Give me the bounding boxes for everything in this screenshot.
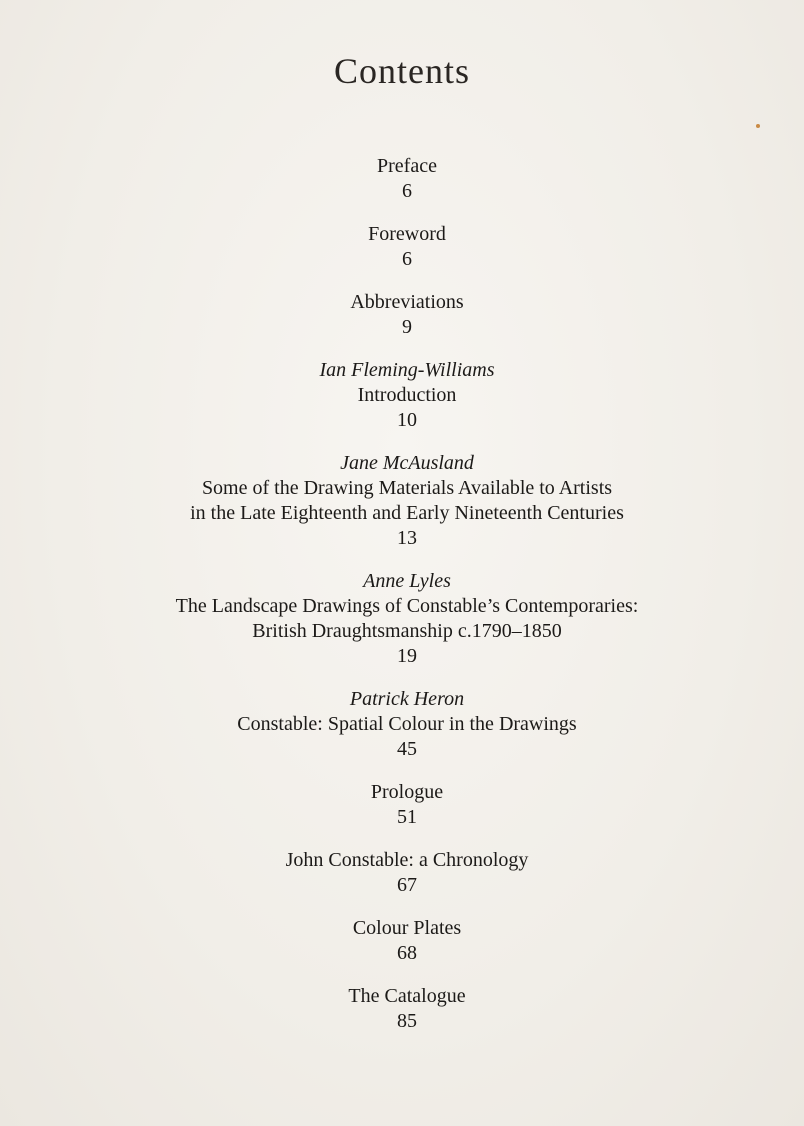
toc-entry-title: The Catalogue xyxy=(348,985,466,1007)
toc-entry-title: John Constable: a Chronology xyxy=(285,849,529,871)
toc-entry-title: Preface xyxy=(377,155,437,177)
toc-entry-page-number: 10 xyxy=(397,409,417,431)
toc-entry-landscape-drawings xyxy=(0,569,804,669)
table-of-contents xyxy=(0,154,804,1052)
page-title: Contents xyxy=(333,51,470,91)
toc-entry-author: Anne Lyles xyxy=(363,570,451,592)
toc-entry-page-number: 68 xyxy=(397,942,417,964)
toc-entry-catalogue xyxy=(0,984,804,1034)
toc-entry-prologue xyxy=(0,780,804,830)
toc-entry-abbreviations xyxy=(0,290,804,340)
toc-entry-introduction xyxy=(0,358,804,433)
toc-entry-author: Patrick Heron xyxy=(349,688,465,710)
toc-entry-title: Foreword xyxy=(368,223,446,245)
toc-entry-author: Jane McAusland xyxy=(340,452,474,474)
toc-entry-page-number: 85 xyxy=(397,1010,417,1032)
toc-entry-title-continued: British Draughtsmanship c.1790–1850 xyxy=(252,620,562,642)
toc-entry-author: Ian Fleming-Williams xyxy=(319,359,495,381)
toc-entry-drawing-materials xyxy=(0,451,804,551)
toc-entry-preface xyxy=(0,154,804,204)
toc-entry-page-number: 45 xyxy=(397,738,417,760)
toc-entry-title-continued: in the Late Eighteenth and Early Nineteenth Centuries xyxy=(190,502,624,524)
toc-entry-title: The Landscape Drawings of Constable’s Contemporaries: xyxy=(175,595,639,617)
toc-entry-page-number: 67 xyxy=(397,874,417,896)
toc-entry-page-number: 9 xyxy=(402,316,412,338)
toc-entry-foreword xyxy=(0,222,804,272)
toc-entry-page-number: 19 xyxy=(397,645,417,667)
toc-entry-page-number: 6 xyxy=(402,180,412,202)
toc-entry-title: Colour Plates xyxy=(352,917,462,939)
paper-speck xyxy=(756,124,760,128)
toc-entry-title: Introduction xyxy=(357,384,457,406)
toc-entry-title: Constable: Spatial Colour in the Drawings xyxy=(237,713,577,735)
toc-entry-page-number: 6 xyxy=(402,248,412,270)
toc-entry-title: Prologue xyxy=(370,781,444,803)
toc-entry-colour-plates xyxy=(0,916,804,966)
toc-entry-title: Some of the Drawing Materials Available to Artists xyxy=(201,477,613,499)
toc-entry-title: Abbreviations xyxy=(350,291,464,313)
toc-entry-spatial-colour xyxy=(0,687,804,762)
toc-entry-page-number: 13 xyxy=(397,527,417,549)
toc-entry-chronology xyxy=(0,848,804,898)
toc-entry-page-number: 51 xyxy=(397,806,417,828)
